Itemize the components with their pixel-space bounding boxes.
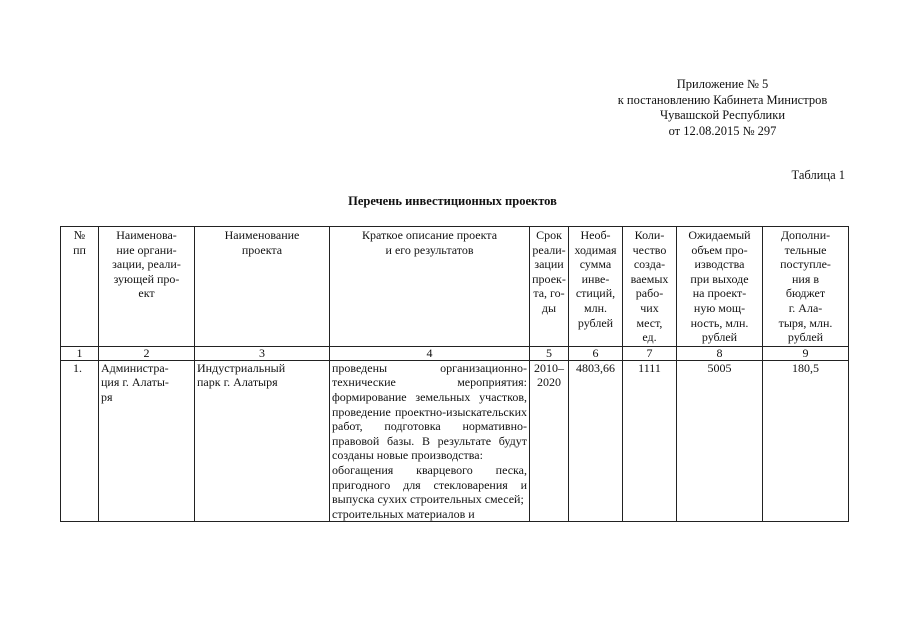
appendix-line-1: Приложение № 5 (676, 77, 769, 91)
row-description: проведены организационно-технические мероприятия: формирование земельных участков, проведение проектно-изыскательских работ, подготовка нормативно-правовой базы. В результате будут созданы новые производства: обогащения кварцевого песка, пригодного для стекловарения и выпуска сухих строительных смесей; строительных материалов и (330, 360, 530, 522)
projects-table (60, 226, 849, 522)
column-number: 2 (99, 346, 195, 360)
appendix-line-4: от 12.08.2015 № 297 (668, 123, 777, 138)
row-investment: 4803,66 (569, 360, 623, 522)
header-cell-period: Срок реали- зации проек- та, го- ды (530, 227, 569, 347)
appendix-line-2: к постановлению Кабинета Министров (617, 92, 828, 107)
header-cell-project: Наименование проекта (195, 227, 330, 347)
column-number: 5 (530, 346, 569, 360)
header-row (61, 227, 849, 347)
row-project: Индустриальный парк г. Алатыря (195, 360, 330, 522)
header-cell-volume: Ожидаемый объем про- изводства при выходе на проект- ную мощ- ность, млн. рублей (677, 227, 763, 347)
header-cell-investment: Необ- ходимая сумма инве- стиций, млн. рублей (569, 227, 623, 347)
header-cell-jobs: Коли- чество созда- ваемых рабо- чих мест, ед. (623, 227, 677, 347)
row-budget: 180,5 (763, 360, 849, 522)
header-cell-number: № пп (61, 227, 99, 347)
header-cell-organization: Наименова- ние органи- зации, реали- зующей про- ект (99, 227, 195, 347)
table-row (61, 360, 849, 522)
document-title: Перечень инвестиционных проектов (348, 194, 557, 208)
appendix-line-3: Чувашской Республики (659, 108, 786, 122)
row-number: 1. (61, 360, 99, 522)
header-cell-budget: Дополни- тельные поступле- ния в бюджет г. Ала- тыря, млн. рублей (763, 227, 849, 347)
column-number: 4 (330, 346, 530, 360)
row-period: 2010– 2020 (530, 360, 569, 522)
column-number: 1 (61, 346, 99, 360)
header-cell-description: Краткое описание проекта и его результатов (330, 227, 530, 347)
row-jobs: 1111 (623, 360, 677, 522)
column-number: 7 (623, 346, 677, 360)
column-number-row (61, 346, 849, 360)
column-number: 9 (763, 346, 849, 360)
column-number: 3 (195, 346, 330, 360)
row-organization: Администра- ция г. Алаты- ря (99, 360, 195, 522)
column-number: 6 (569, 346, 623, 360)
appendix-block (600, 77, 845, 139)
row-volume: 5005 (677, 360, 763, 522)
column-number: 8 (677, 346, 763, 360)
table-label: Таблица 1 (791, 168, 845, 182)
